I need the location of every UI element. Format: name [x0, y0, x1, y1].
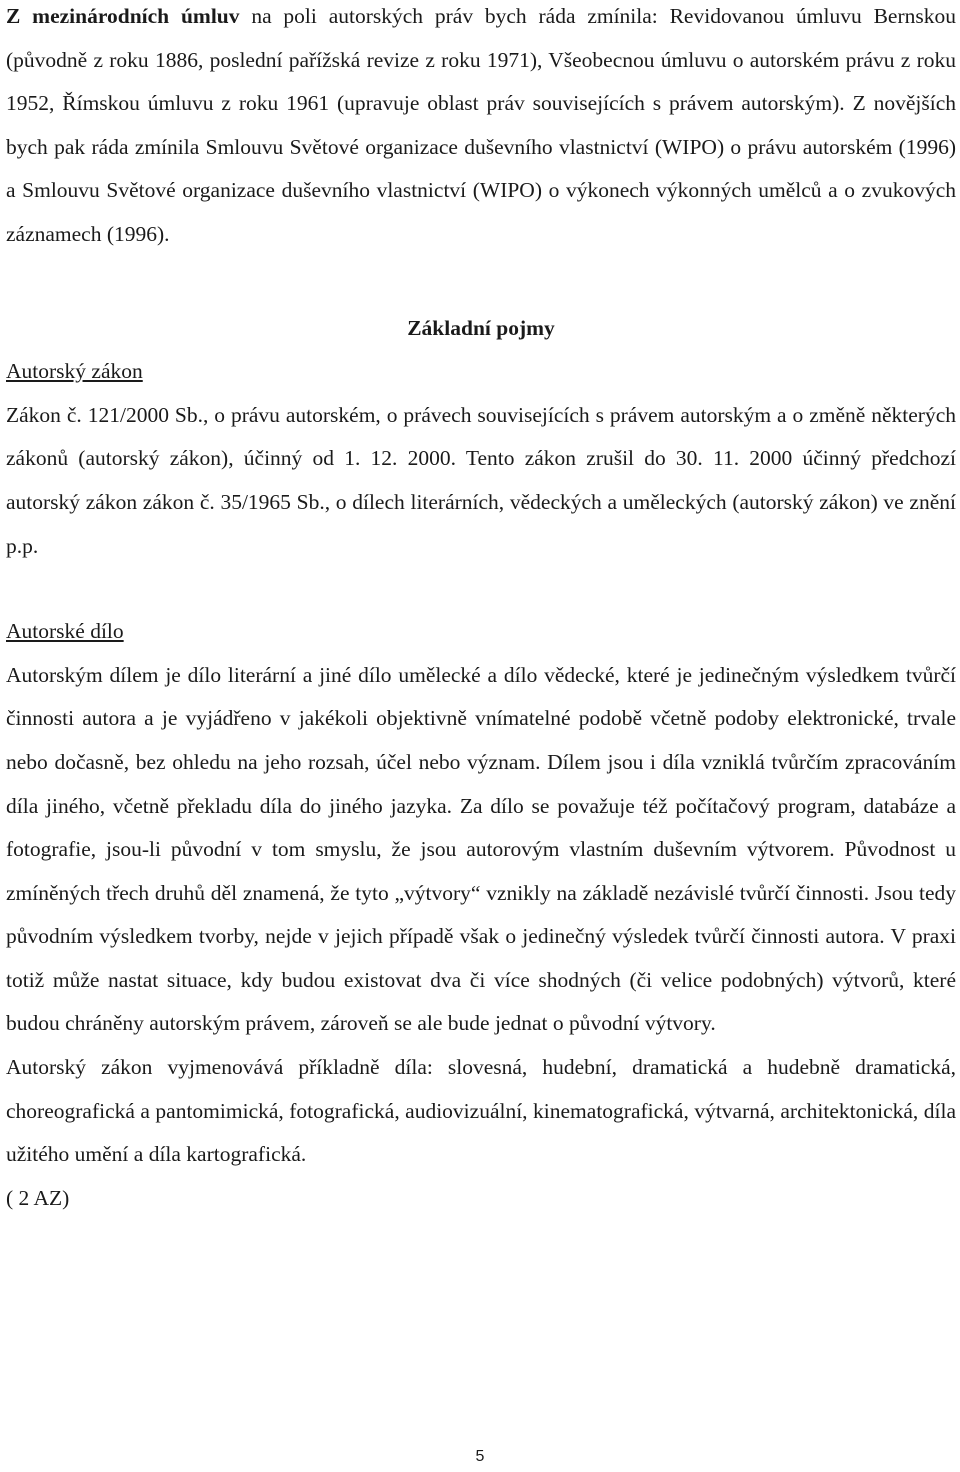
- legal-reference: ( 2 AZ): [6, 1185, 70, 1210]
- intro-lead-bold: Z mezinárodních úmluv: [6, 4, 240, 28]
- autorsky-zakon-paragraph: Zákon č. 121/2000 Sb., o právu autorském, o právech souvisejících s právem autorským a o změně některých zákonů (autorský zákon), účinný od 1. 12. 2000. Tento zákon zrušil do 30. 11. 2000 účinný předchozí autorský zákon zákon č. 35/1965 Sb., o dílech literárních, vědeckých a uměleckých (autorský zákon) ve znění p.p.: [6, 402, 956, 558]
- document-page: [6, 0, 956, 1220]
- page-number: 5: [475, 1448, 485, 1465]
- intro-text: na poli autorských práv bych ráda zmínila: Revidovanou úmluvu Bernskou (původně z roku 1886, poslední pařížská revize z roku 1971), Všeobecnou úmluvu o autorském právu z roku 1952, Římskou úmluvu z roku 1961 (upravuje oblast práv souvisejících s právem autorským). Z novějších bych pak ráda zmínila Smlouvu Světové organizace duševního vlastnictví (WIPO) o právu autorském (1996) a Smlouvu Světové organizace duševního vlastnictví (WIPO) o výkonech výkonných umělců a o zvukových záznamech (1996).: [6, 4, 956, 246]
- intro-paragraph: [6, 0, 956, 257]
- autorske-dilo-paragraph-1: Autorským dílem je dílo literární a jiné dílo umělecké a dílo vědecké, které je jedinečným výsledkem tvůrčí činnosti autora a je vyjádřeno v jakékoli objektivně vnímatelné podobě včetně podoby elektronické, trvale nebo dočasně, bez ohledu na jeho rozsah, účel nebo význam. Dílem jsou i díla vzniklá tvůrčím zpracováním díla jiného, včetně překladu díla do jiného jazyka. Za dílo se považuje též počítačový program, databáze a fotografie, jsou-li původní v tom smyslu, že jsou autorovým vlastním duševním výtvorem. Původnost u zmíněných třech druhů děl znamená, že tyto „výtvory“ vznikly na základě nezávislé tvůrčí činnosti. Jsou tedy původním výsledkem tvorby, nejde v jejich případě však o jedinečný výsledek tvůrčí činnosti autora. V praxi totiž může nastat situace, kdy budou existovat dva či více shodných (či velice podobných) výtvorů, které budou chráněny autorským právem, zároveň se ale bude jednat o původní výtvory.: [6, 662, 956, 1036]
- section-label-autorsky-zakon: Autorský zákon: [6, 359, 143, 384]
- autorske-dilo-paragraph-2: Autorský zákon vyjmenovává příkladně díla: slovesná, hudební, dramatická a hudebně dramatická, choreografická a pantomimická, fotografická, audiovizuální, kinematografická, výtvarná, architektonická, díla užitého umění a díla kartografická.: [6, 1055, 956, 1167]
- section-heading: Základní pojmy: [407, 315, 555, 340]
- section-label-autorske-dilo: Autorské dílo: [6, 619, 124, 644]
